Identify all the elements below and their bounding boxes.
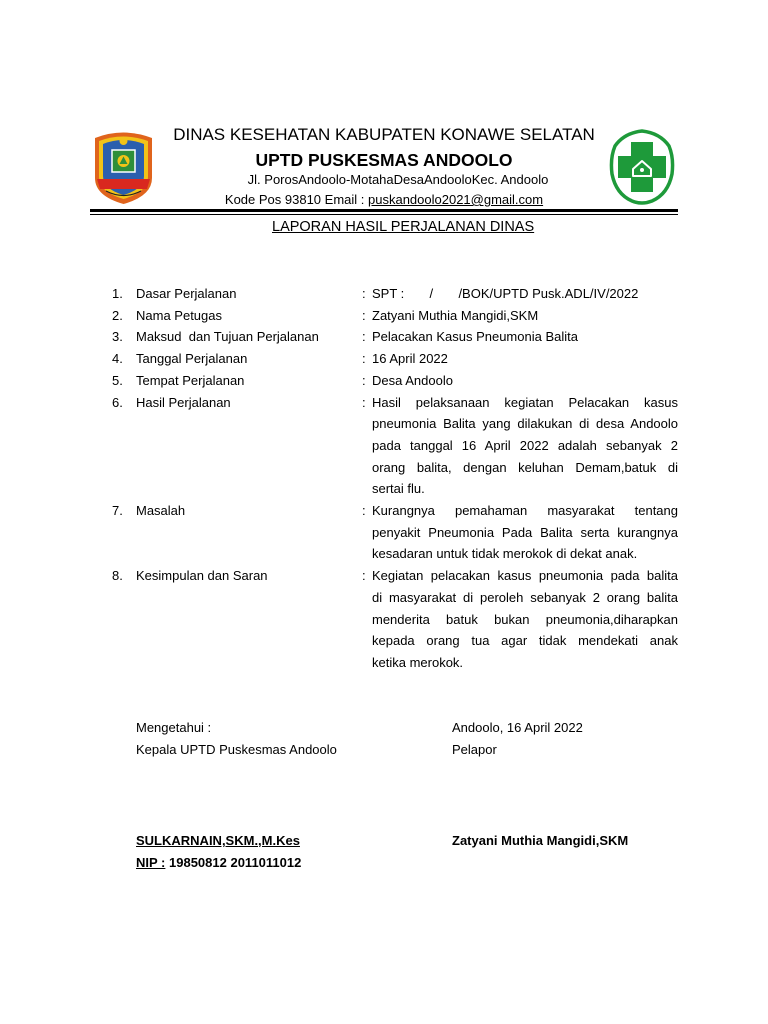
sig-right-place-date: Andoolo, 16 April 2022 bbox=[452, 720, 583, 735]
value-line: pada tanggal 16 April 2022 adalah sebanyak 2 bbox=[372, 437, 678, 453]
item-label: Maksud dan Tujuan Perjalanan bbox=[136, 329, 319, 345]
item-colon: : bbox=[362, 286, 366, 301]
item-colon: : bbox=[362, 394, 366, 410]
item-number: 6. bbox=[112, 394, 123, 410]
sig-left-heading: Mengetahui : bbox=[136, 720, 212, 735]
nip-label: NIP : bbox=[136, 855, 166, 870]
item-label: Dasar Perjalanan bbox=[136, 286, 237, 301]
list-item bbox=[112, 326, 678, 348]
value-line: sertai flu. bbox=[372, 481, 425, 497]
letterhead-double-rule bbox=[90, 209, 678, 215]
list-item bbox=[112, 283, 678, 305]
item-value bbox=[372, 283, 678, 305]
item-value bbox=[372, 370, 678, 392]
item-value bbox=[372, 348, 678, 370]
page-title: LAPORAN HASIL PERJALANAN DINAS bbox=[272, 219, 535, 235]
email-link[interactable]: puskandoolo2021@gmail.com bbox=[368, 192, 544, 207]
value-line: SPT : / /BOK/UPTD Pusk.ADL/IV/2022 bbox=[372, 286, 639, 301]
item-value bbox=[372, 326, 678, 348]
item-label: Kesimpulan dan Saran bbox=[136, 568, 268, 584]
sig-left-name: SULKARNAIN,SKM.,M.Kes bbox=[136, 833, 300, 848]
nip-value: 19850812 2011011012 bbox=[169, 855, 302, 870]
item-number: 3. bbox=[112, 329, 123, 345]
value-line: 16 April 2022 bbox=[372, 351, 448, 367]
item-number: 4. bbox=[112, 351, 123, 367]
list-item bbox=[112, 500, 678, 565]
value-line: ketika merokok. bbox=[372, 654, 464, 670]
value-line: kesadaran untuk tidak merokok di dekat anak. bbox=[372, 546, 638, 562]
value-line: Pelacakan Kasus Pneumonia Balita bbox=[372, 329, 578, 345]
list-item bbox=[112, 305, 678, 327]
value-line: Kegiatan pelacakan kasus pneumonia pada balita bbox=[372, 568, 678, 584]
value-line: Kurangnya pemahaman masyarakat tentang bbox=[372, 503, 678, 519]
item-colon: : bbox=[362, 372, 366, 388]
item-label: Masalah bbox=[136, 503, 186, 519]
item-value bbox=[372, 500, 678, 565]
item-label: Tanggal Perjalanan bbox=[136, 351, 248, 367]
sig-right-name: Zatyani Muthia Mangidi,SKM bbox=[452, 833, 629, 848]
item-value bbox=[372, 565, 678, 674]
item-number: 1. bbox=[112, 286, 123, 301]
value-line: Zatyani Muthia Mangidi,SKM bbox=[372, 307, 539, 323]
list-item bbox=[112, 392, 678, 501]
agency-name: DINAS KESEHATAN KABUPATEN KONAWE SELATAN bbox=[173, 125, 595, 144]
item-colon: : bbox=[362, 568, 366, 584]
value-line: di masyarakat di peroleh sebanyak 2 orang balita bbox=[372, 589, 678, 605]
item-number: 5. bbox=[112, 372, 123, 388]
item-colon: : bbox=[362, 307, 366, 323]
sig-right-role: Pelapor bbox=[452, 742, 497, 757]
contact-line bbox=[0, 191, 768, 209]
unit-name: UPTD PUSKESMAS ANDOOLO bbox=[255, 150, 513, 170]
item-colon: : bbox=[362, 329, 366, 345]
contact-prefix: Kode Pos 93810 Email : bbox=[224, 192, 368, 207]
sig-left-nip bbox=[136, 852, 301, 874]
report-item-list bbox=[112, 283, 678, 674]
list-item bbox=[112, 348, 678, 370]
sig-left-role: Kepala UPTD Puskesmas Andoolo bbox=[136, 742, 337, 757]
value-line: kepada orang tua agar tidak mendekati anak bbox=[372, 633, 678, 649]
item-label: Hasil Perjalanan bbox=[136, 394, 231, 410]
item-label: Nama Petugas bbox=[136, 307, 222, 323]
item-value bbox=[372, 392, 678, 501]
item-colon: : bbox=[362, 351, 366, 367]
value-line: orang balita, dengan keluhan Demam,batuk di bbox=[372, 459, 678, 475]
value-line: menderita batuk bukan pneumonia,diharapkan bbox=[372, 611, 678, 627]
item-number: 8. bbox=[112, 568, 123, 584]
item-colon: : bbox=[362, 503, 366, 519]
address-line: Jl. PorosAndoolo-MotahaDesaAndooloKec. Andoolo bbox=[247, 172, 549, 187]
item-number: 7. bbox=[112, 503, 123, 519]
list-item bbox=[112, 565, 678, 674]
item-value bbox=[372, 305, 678, 327]
list-item bbox=[112, 370, 678, 392]
value-line: penyakit Pneumonia Pada Balita serta kurangnya bbox=[372, 524, 678, 540]
value-line: Hasil pelaksanaan kegiatan Pelacakan kasus bbox=[372, 394, 678, 410]
item-number: 2. bbox=[112, 307, 123, 323]
item-label: Tempat Perjalanan bbox=[136, 372, 245, 388]
value-line: Desa Andoolo bbox=[372, 372, 453, 388]
value-line: pneumonia Balita yang dilakukan di desa Andoolo bbox=[372, 416, 678, 432]
